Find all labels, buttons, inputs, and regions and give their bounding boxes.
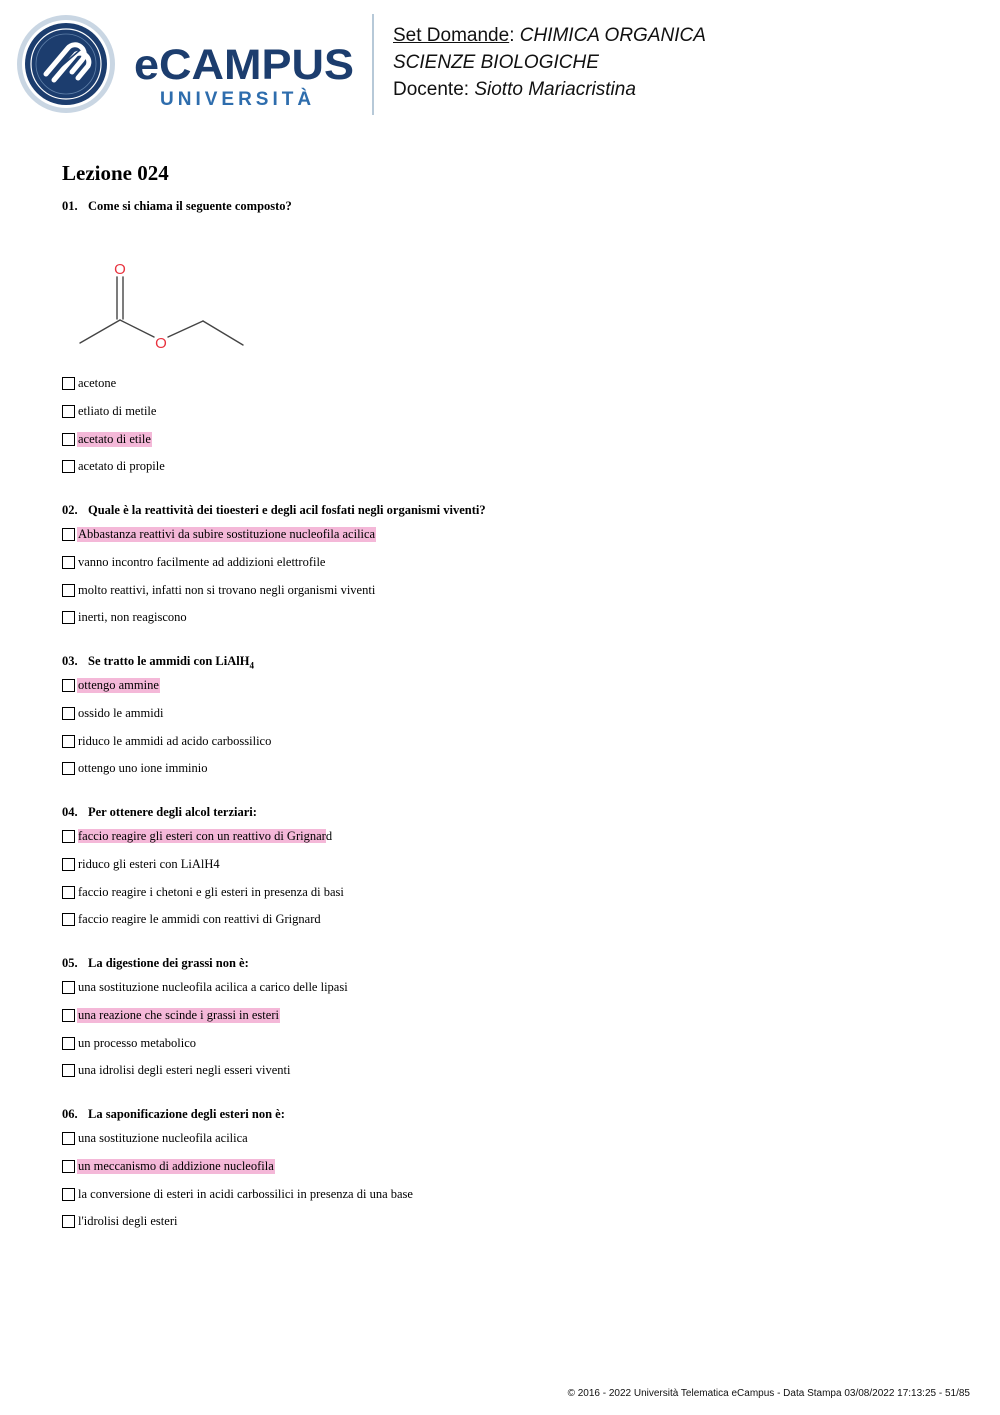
ethyl-acetate-structure: [70, 255, 260, 360]
answer-option[interactable]: [62, 1208, 962, 1236]
answer-option[interactable]: [62, 1125, 962, 1153]
answer-checkbox[interactable]: [62, 913, 75, 926]
answer-option-correct[interactable]: [62, 1002, 962, 1030]
answer-option-correct[interactable]: [62, 823, 962, 851]
question-03: [62, 651, 962, 783]
answer-option[interactable]: [62, 576, 962, 604]
answer-option[interactable]: [62, 604, 962, 632]
answer-list: [62, 521, 962, 632]
answer-text: [77, 829, 333, 844]
answer-option[interactable]: [62, 1057, 962, 1085]
question-number: 03.: [62, 654, 78, 668]
lesson-title: Lezione 024: [62, 161, 169, 185]
answer-checkbox[interactable]: [62, 405, 75, 418]
answer-option[interactable]: [62, 755, 962, 783]
answer-checkbox[interactable]: [62, 556, 75, 569]
question-number: 01.: [62, 199, 78, 213]
answer-text: ottengo ammine: [78, 678, 159, 693]
question-number: 04.: [62, 805, 78, 819]
question-text: Come si chiama il seguente composto?: [88, 199, 292, 213]
answer-list: [62, 370, 962, 481]
answer-list: [62, 823, 962, 934]
question-01-answers: [62, 370, 962, 481]
degree-name: SCIENZE BIOLOGICHE: [393, 52, 599, 73]
question-subscript: 4: [249, 660, 254, 671]
question-title: [62, 651, 962, 671]
answer-text: ottengo uno ione imminio: [78, 761, 208, 776]
svg-text:eCAMPUS: eCAMPUS: [134, 42, 354, 89]
answer-checkbox[interactable]: [62, 1009, 75, 1022]
answer-text: riduco gli esteri con LiAlH4: [78, 857, 220, 872]
answer-checkbox[interactable]: [62, 735, 75, 748]
answer-text: acetato di propile: [78, 459, 165, 474]
question-title: [62, 1104, 962, 1124]
answer-text: un meccanismo di addizione nucleofila: [78, 1159, 274, 1174]
answer-list: [62, 1125, 962, 1236]
answer-option[interactable]: [62, 549, 962, 577]
answer-text: riduco le ammidi ad acido carbossilico: [78, 733, 272, 748]
answer-option[interactable]: [62, 700, 962, 728]
question-05: [62, 953, 962, 1085]
answer-option[interactable]: [62, 1180, 962, 1208]
answer-option[interactable]: [62, 878, 962, 906]
answer-checkbox[interactable]: [62, 460, 75, 473]
answer-option[interactable]: [62, 727, 962, 755]
teacher-line: [393, 76, 706, 103]
answer-checkbox[interactable]: [62, 377, 75, 390]
answer-checkbox[interactable]: [62, 762, 75, 775]
answer-text: faccio reagire i chetoni e gli esteri in presenza di basi: [78, 884, 344, 899]
answer-text: inerti, non reagiscono: [78, 610, 187, 625]
answer-text: vanno incontro facilmente ad addizioni elettrofile: [78, 555, 326, 570]
answer-checkbox[interactable]: [62, 1188, 75, 1201]
question-02: [62, 500, 962, 632]
answer-text: un processo metabolico: [78, 1035, 197, 1050]
teacher-name: Siotto Mariacristina: [474, 79, 636, 100]
svg-text:UNIVERSITÀ: UNIVERSITÀ: [160, 89, 316, 110]
question-title: [62, 500, 962, 520]
answer-checkbox[interactable]: [62, 858, 75, 871]
answer-option[interactable]: [62, 398, 962, 426]
answer-text: una reazione che scinde i grassi in esteri: [78, 1008, 279, 1023]
answer-option-correct[interactable]: [62, 425, 962, 453]
answer-option[interactable]: [62, 370, 962, 398]
question-06: [62, 1104, 962, 1236]
answer-checkbox[interactable]: [62, 830, 75, 843]
ecampus-wordmark: [132, 42, 357, 112]
ester-oxygen-label: O: [155, 335, 167, 352]
question-04: [62, 802, 962, 934]
question-text: Per ottenere degli alcol terziari:: [88, 805, 257, 819]
set-separator: :: [509, 25, 520, 46]
answer-text: una idrolisi degli esteri negli esseri viventi: [78, 1063, 291, 1078]
course-line: [393, 22, 706, 49]
answer-text: Abbastanza reattivi da subire sostituzione nucleofila acilica: [78, 527, 376, 542]
question-number: 02.: [62, 503, 78, 517]
carbonyl-oxygen-label: O: [114, 261, 126, 278]
ecampus-seal-logo: [16, 14, 116, 114]
answer-text: la conversione di esteri in acidi carbossilici in presenza di una base: [78, 1186, 413, 1201]
question-title: [62, 953, 962, 973]
answer-checkbox[interactable]: [62, 611, 75, 624]
set-label: Set Domande: [393, 25, 510, 46]
answer-option-correct[interactable]: [62, 672, 962, 700]
answer-checkbox[interactable]: [62, 528, 75, 541]
answer-option[interactable]: [62, 453, 962, 481]
answer-checkbox[interactable]: [62, 679, 75, 692]
answer-checkbox[interactable]: [62, 1064, 75, 1077]
answer-checkbox[interactable]: [62, 584, 75, 597]
question-text: Quale è la reattività dei tioesteri e degli acil fosfati negli organismi viventi?: [88, 503, 486, 517]
answer-checkbox[interactable]: [62, 433, 75, 446]
answer-text: una sostituzione nucleofila acilica a carico delle lipasi: [78, 980, 348, 995]
answer-text: ossido le ammidi: [78, 706, 164, 721]
answer-option[interactable]: [62, 851, 962, 879]
header-divider: [372, 14, 374, 115]
question-title: [62, 196, 962, 216]
answer-checkbox[interactable]: [62, 1160, 75, 1173]
answer-text: faccio reagire le ammidi con reattivi di Grignard: [78, 912, 321, 927]
answer-option[interactable]: [62, 1029, 962, 1057]
answer-text: etliato di metile: [78, 404, 157, 419]
question-01: [62, 196, 962, 216]
answer-option-correct[interactable]: [62, 521, 962, 549]
answer-text-rest: d: [325, 829, 333, 844]
header-info: [393, 22, 706, 103]
answer-list: [62, 974, 962, 1085]
question-text: Se tratto le ammidi con LiAlH: [88, 654, 250, 668]
answer-text: acetone: [78, 376, 117, 391]
answer-option[interactable]: [62, 906, 962, 934]
page-footer: © 2016 - 2022 Università Telematica eCampus - Data Stampa 03/08/2022 17:13:25 - 51/85: [567, 1388, 970, 1399]
answer-text: molto reattivi, infatti non si trovano negli organismi viventi: [78, 582, 376, 597]
answer-checkbox[interactable]: [62, 707, 75, 720]
answer-checkbox[interactable]: [62, 1037, 75, 1050]
question-title: [62, 802, 962, 822]
answer-list: [62, 672, 962, 783]
question-text: La digestione dei grassi non è:: [88, 956, 249, 970]
answer-text: acetato di etile: [78, 431, 151, 446]
course-name: CHIMICA ORGANICA: [519, 25, 706, 46]
teacher-label: Docente:: [393, 79, 475, 100]
answer-checkbox[interactable]: [62, 886, 75, 899]
question-number: 05.: [62, 956, 78, 970]
answer-text-highlighted: faccio reagire gli esteri con un reattivo di Grignar: [78, 829, 326, 844]
answer-option[interactable]: [62, 974, 962, 1002]
answer-checkbox[interactable]: [62, 981, 75, 994]
question-number: 06.: [62, 1107, 78, 1121]
answer-text: una sostituzione nucleofila acilica: [78, 1131, 248, 1146]
answer-option-correct[interactable]: [62, 1153, 962, 1181]
answer-text: l'idrolisi degli esteri: [78, 1214, 178, 1229]
page-header: [0, 0, 1000, 130]
question-text: La saponificazione degli esteri non è:: [88, 1107, 285, 1121]
answer-checkbox[interactable]: [62, 1215, 75, 1228]
answer-checkbox[interactable]: [62, 1132, 75, 1145]
